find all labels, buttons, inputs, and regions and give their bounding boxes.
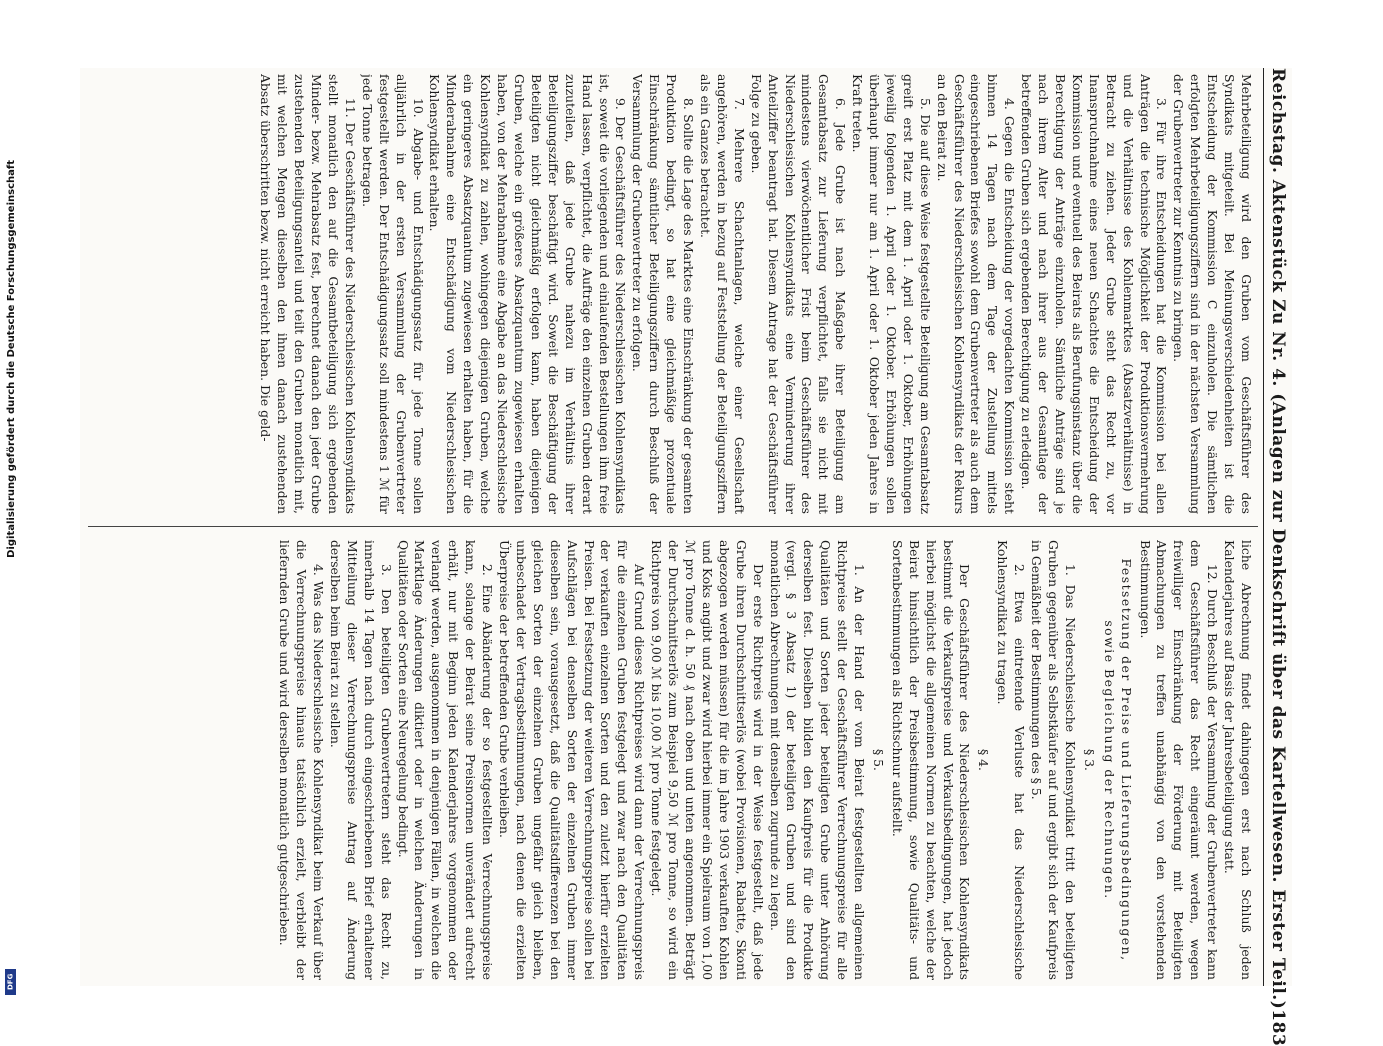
left-text-column	[88, 74, 1254, 514]
rotated-document-page	[80, 68, 1292, 1046]
column-divider	[88, 526, 1258, 527]
paragraph: Der erste Richtpreis wird in der Weise festgestellt, daß jede Grube ihren Durchschnittserlös (wobei Provisionen, Rabatte, Skonti abgezogen werden müssen) für die im Jahre 1903 verkauften Kohlen und Koks angibt und zwar wird hierbei immer ein Spielraum von 1,00 ℳ pro Tonne d. h. 50 ₰ nach oben und unten angenommen. Beträgt der Durchschnittserlös zum Beispiel 9,50 ℳ pro Tonne, so wird ein Richtpreis von 9,00 ℳ bis 10,00 ℳ pro Tonne festgelegt.	[649, 540, 766, 980]
paragraph: 9. Der Geschäftsführer des Niederschlesischen Kohlensyndikats ist, soweit die vorliegenden und einlaufenden Bestellungen ihm freie Hand lassen, verpflichtet, die Aufträge den einzelnen Gruben derart zuzuteilen, daß jede Grube nahezu im Verhältnis ihrer Beteiligungsziffer beschäftigt wird. Soweit die Beschäftigung der Beteiligten nicht gleichmäßig erfolgen kann, haben diejenigen Gruben, welche ein größeres Absatzquantum zugewiesen erhalten haben, von der Mehrabnahme eine Abgabe an das Niederschlesische Kohlensyndikat zu zahlen, wohingegen diejenigen Gruben, welche ein geringeres Absatzquantum zugewiesen erhalten haben, für die Minderabnahme eine Entschädigung vom Niederschlesischen Kohlensyndikat erhalten.	[427, 74, 629, 514]
paragraph: 5. Die auf diese Weise festgestellte Beteiligung am Gesamtabsatz greift erst Platz mit dem 1. April oder 1. Oktober, Erhöhungen jeweilig folgenden 1. April oder 1. Oktober. Erhöhungen sollen überhaupt immer nur am 1. April oder 1. Oktober jeden Jahres in Kraft treten.	[850, 74, 933, 514]
right-text-column	[88, 540, 1254, 980]
paragraph: 8. Sollte die Lage des Marktes eine Einschränkung der gesamten Produktion bedingt, so hat eine gleichmäßige prozentuale Einschränkung sämtlicher Beteiligungsziffern durch Beschluß der Versammlung der Grubenvertreter zu erfolgen.	[630, 74, 697, 514]
paragraph: 10. Abgabe- und Entschädigungssatz für jede Tonne sollen alljährlich in der ersten Versammlung der Grubenvertreter festgestellt werden. Der Entschädigungssatz soll mindestens 1 ℳ für jede Tonne betragen.	[359, 74, 426, 514]
paragraph: 1. Das Niederschlesische Kohlensyndikat tritt den beteiligten Gruben gegenüber als Selbstkäufer auf und ergibt sich der Kaufpreis in Gemäßheit der Bestimmungen des § 5.	[1029, 540, 1078, 980]
paragraph-sign: § 5.	[870, 749, 886, 771]
paragraph: 4. Was das Niederschlesische Kohlensyndikat beim Verkauf über die Verrechnungspreise hinaus tatsächlich erzielt, verbleibt der liefernden Grube und wird derselben monatlich gutgeschrieben.	[277, 540, 327, 980]
paragraph: Auf Grund dieses Richtpreises wird dann der Verrechnungspreis für die einzelnen Gruben festgelegt und zwar nach den Qualitäten der verkauften einzelnen Sorten und den zuletzt hierfür erzielten Preisen. Bei Festsetzung der weiteren Verrechnungspreise sollen bei Aufschlägen bei denselben Sorten der einzelnen Gruben immer dieselben sein, vorausgesetzt, daß die Qualitätsdifferenzen bei den gleichen Sorten der einzelnen Gruben ungefähr gleich bleiben, unbeschadet der Vertragsbestimmungen, nach denen die erzielten Überpreise der betreffenden Grube verbleiben.	[497, 540, 648, 980]
paragraph: 2. Eine Abänderung der so festgestellten Verrechnungspreise kann, solange der Beirat seine Preisnormen unverändert aufrecht erhält, nur mit Beginn jeden Kalenderjahres vorgenommen oder verlangt werden, ausgenommen in denjenigen Fällen, in welchen die Marktlage Änderungen diktiert oder in welchen Änderungen in Qualitäten oder Sorten eine Neuregelung bedingt.	[395, 540, 496, 980]
paragraph: 7. Mehrere Schachtanlagen, welche einer Gesellschaft angehören, werden in bezug auf Feststellung der Beteiligungsziffern als ein Ganzes betrachtet.	[698, 74, 747, 514]
dfg-logo: DFG	[4, 968, 17, 996]
paragraph: 3. Für ihre Entscheidungen hat die Kommission bei allen Anträgen die technische Möglichkeit der Produktionsvermehrung und die Verhältnisse des Kohlenmarktes (Absatzverhältnisse) in Betracht zu ziehen. Jeder Grube steht das Recht zu, vor Inanspruchnahme eines neuen Schachtes die Entscheidung der Kommission und eventuell des Beirats als Berufungsinstanz über die Berechtigung der Anträge einzuholen. Sämtliche Anträge sind je nach ihrem Alter und nach ihrer aus der Gesamtlage der betreffenden Gruben sich ergebenden Berechtigung zu erledigen.	[1019, 74, 1170, 514]
running-header	[1268, 68, 1292, 1046]
paragraph: 6. Jede Grube ist nach Maßgabe ihrer Beteiligung am Gesamtabsatz zur Lieferung verpflichtet, falls sie nicht mit mindestens vierwöchentlicher Frist beim Geschäftsführer des Niederschlesischen Kohlensyndikats eine Verminderung ihrer Anteilziffer beantragt hat. Diesem Antrage hat der Geschäftsführer Folge zu geben.	[748, 74, 849, 514]
paragraph-sign: § 3.	[1081, 749, 1097, 771]
header-rule	[1263, 68, 1264, 986]
paragraph-sign: § 4.	[976, 749, 992, 771]
paragraph: 2. Etwa eintretende Verluste hat das Niederschlesische Kohlensyndikat zu tragen.	[995, 540, 1028, 980]
paragraph: 11. Der Geschäftsführer des Niederschlesischen Kohlensyndikats stellt monatlich den auf die Gesamtbeteiligung sich ergebenden Minder- bezw. Mehrabsatz fest, berechnet danach den jeder Grube zustehenden Beteiligungsanteil und teilt den Gruben monatlich mit, mit welchen Mengen dieselben den ihnen danach zustehenden Absatz überschritten bezw. nicht erreicht haben. Die geld-	[258, 74, 358, 514]
paragraph: 12. Durch Beschluß der Versammlung der Grubenvertreter kann dem Geschäftsführer das Recht eingeräumt werden, wegen freiwilliger Einschränkung der Förderung mit Beteiligten Abmachungen zu treffen unabhängig von den vorstehenden Bestimmungen.	[1137, 540, 1221, 980]
header-title: Reichstag. Aktenstück Zu Nr. 4. (Anlagen zur Denkschrift über das Kartellwesen. Erster Teil.)	[1268, 68, 1288, 1010]
paragraph: liche Abrechnung findet dahingegen erst nach Schluß jeden Kalenderjahres auf Basis der Jahresbeteiligung statt.	[1222, 540, 1254, 980]
digitization-credit: Digitalisierung gefördert durch die Deutsche Forschungsgemeinschaft	[6, 160, 17, 558]
section-heading: Festsetzung der Preise und Lieferungsbedingungen, sowie Begleichung der Rechnungen.	[1101, 558, 1134, 962]
paragraph: Mehrbeteiligung wird den Gruben vom Geschäftsführer des Syndikats mitgeteilt. Bei Meinungsverschiedenheiten ist die Entscheidung der Kommission C einzuholen. Die sämtlichen erfolgten Mehrbeteiligungsziffern sind in der nächsten Versammlung der Grubenvertreter zur Kenntnis zu bringen.	[1171, 74, 1254, 514]
paragraph: 3. Den beteiligten Grubenvertretern steht das Recht zu, innerhalb 14 Tagen nach durch eingeschriebenen Brief erhaltener Mitteilung dieser Verrechnungspreise Antrag auf Änderung derselben beim Beirat zu stellen.	[327, 540, 394, 980]
paragraph: Der Geschäftsführer des Niederschlesischen Kohlensyndikats bestimmt die Verkaufspreise und Verkaufsbedingungen, hat jedoch hierbei möglichst die allgemeinen Normen zu beachten, welche der Beirat hinsichtlich der Preisbestimmung, sowie Qualitäts- und Sortenbestimmungen als Richtschnur aufstellt.	[889, 540, 973, 980]
paragraph: 1. An der Hand der vom Beirat festgestellten allgemeinen Richtpreise stellt der Geschäftsführer Verrechnungspreise für alle Qualitäten und Sorten jeder beteiligten Grube unter Anhörung derselben fest. Dieselben bilden den Kaufpreis für die Produkte (vergl. § 3 Absatz 1) der beteiligten Gruben und sind den monatlichen Abrechnungen mit denselben zugrunde zu legen.	[767, 540, 868, 980]
paragraph: 4. Gegen die Entscheidung der vorgedachten Kommission steht binnen 14 Tagen nach dem Tage der Zustellung mittels eingeschriebenen Briefes sowohl dem Grubenvertreter als auch dem Geschäftsführer des Niederschlesischen Kohlensyndikats der Rekurs an den Beirat zu.	[934, 74, 1018, 514]
page-number: 183	[1268, 1009, 1288, 1046]
